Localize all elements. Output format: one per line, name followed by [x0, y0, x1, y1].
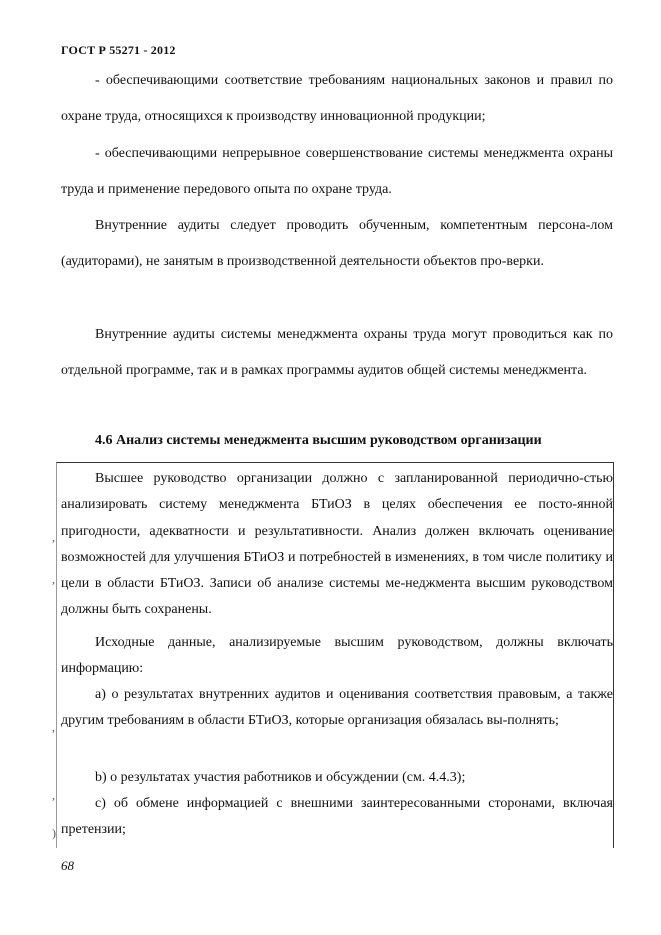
boxed-list-item-c: c) об обмене информацией с внешними заинтересованными сторонами, включая претензии;: [61, 796, 613, 838]
margin-mark: ,: [52, 788, 55, 802]
margin-mark: ): [52, 826, 56, 840]
paragraph-internal-audits-personnel: Внутренние аудиты следует проводить обученным, компетентным персона-лом (аудиторами), не занятым в производственной деятельности объектов про-верки.: [61, 218, 613, 270]
paragraph-internal-audits-program: Внутренние аудиты системы менеджмента охраны труда могут проводиться как по отдельной программе, так и в рамках программы аудитов общей системы менеджмента.: [61, 327, 613, 379]
list-item-continuous-improvement: - обеспечивающими непрерывное совершенствование системы менеджмента охраны труда и применение передового опыта по охране труда.: [61, 146, 613, 198]
list-item-legal-compliance: - обеспечивающими соответствие требованиям национальных законов и правил по охране труда, относящихся к производству инновационной продукции;: [61, 73, 613, 125]
page-number: 68: [61, 858, 74, 873]
boxed-paragraph-input-data: Исходные данные, анализируемые высшим руководством, должны включать информацию:: [61, 635, 613, 677]
boxed-paragraph-review-requirement: Высшее руководство организации должно с запланированной периодично-стью анализировать систему менеджмента БТиОЗ в целях обеспечения ее посто-янной пригодности, адекватности и результативности. Анализ должен включать оценивание возможностей для улучшения БТиОЗ и потребностей в изменениях, в том числе политику и цели в области БТиОЗ. Записи об анализе системы ме-неджмента высшим руководством должны быть сохранены.: [61, 471, 613, 618]
margin-mark: ,: [52, 572, 55, 586]
boxed-list-item-a: a) о результатах внутренних аудитов и оценивания соответствия правовым, а также другим требованиям в области БТиОЗ, которые организация обязалась вы-полнять;: [61, 687, 613, 729]
margin-mark: ,: [52, 530, 55, 544]
document-code-header: ГОСТ Р 55271 - 2012: [61, 43, 176, 57]
boxed-list-item-b: b) о результатах участия работников и обсуждении (см. 4.4.3);: [95, 770, 466, 785]
margin-mark: ,: [52, 720, 55, 734]
section-heading: 4.6 Анализ системы менеджмента высшим руководством организации: [95, 433, 542, 448]
